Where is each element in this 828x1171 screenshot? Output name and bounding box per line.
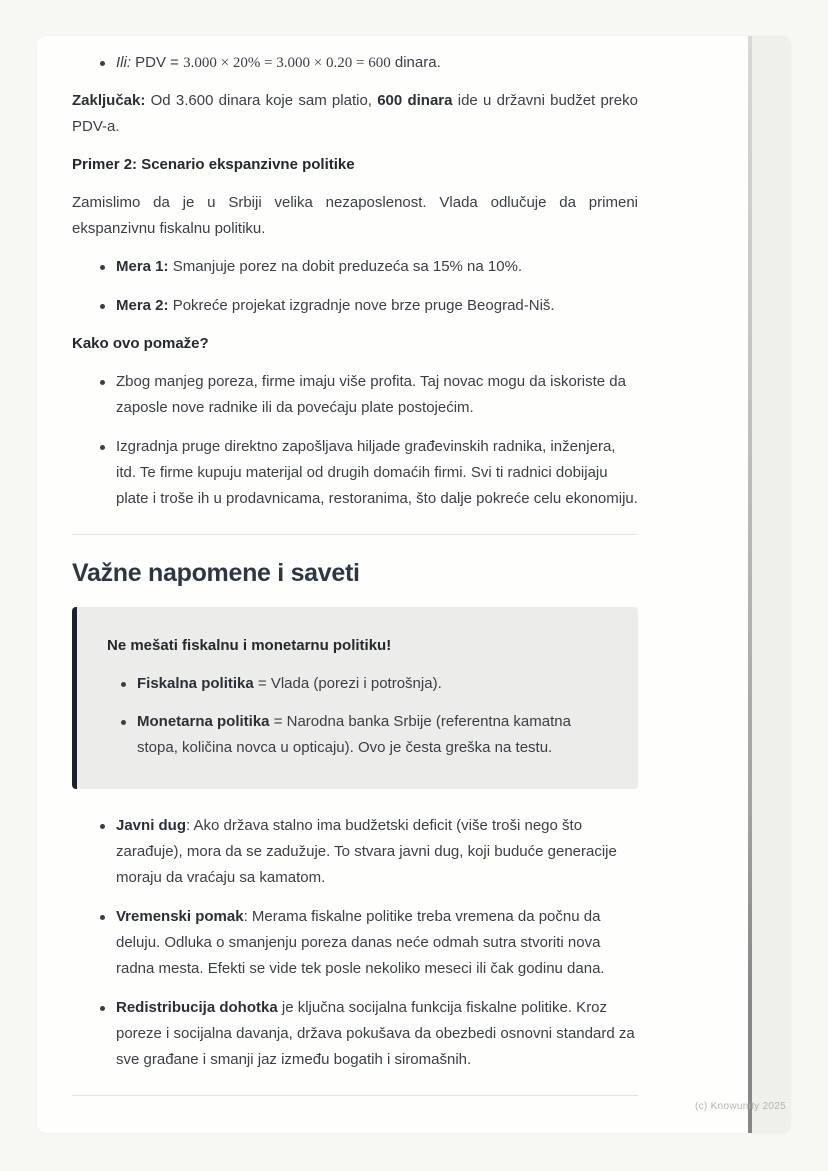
list-item-redistribucija: Redistribucija dohotka je ključna socijalna funkcija fiskalne politike. Kroz poreze i socijalna davanja, država pokušava da obezbedi osnovni standard za sve građane i smanji jaz između bogatih i siromašnih. [116,995,638,1073]
list-item-mera-1: Mera 1: Smanjuje porez na dobit preduzeća sa 15% na 10%. [116,254,638,280]
redistribucija-term: Redistribucija dohotka [116,999,278,1016]
paragraph-zamislimo: Zamislimo da je u Srbiji velika nezaposlenost. Vlada odlučuje da primeni ekspanzivnu fiskalnu politiku. [72,194,638,237]
document-content [72,38,638,1096]
fiskalna-politika-term: Fiskalna politika [137,675,254,692]
list-item-pdv-formula [116,50,638,76]
pdv-formula-pre: PDV = [131,54,184,71]
list-item-monetarna-politika: Monetarna politika = Narodna banka Srbije (referentna kamatna stopa, količina novca u opticaju). Ovo je česta greška na testu. [137,709,610,761]
list-item-javni-dug: Javni dug: Ako država stalno ima budžetski deficit (više troši nego što zarađuje), mora da se zadužuje. To stvara javni dug, koji buduće generacije moraju da vraćaju sa kamatom. [116,813,638,891]
page-edge-strip [752,36,791,1133]
pomaze-list [72,369,638,512]
zakljucak-label: Zaključak: [72,92,146,109]
pdv-formula-post: dinara. [390,54,441,71]
mere-list [72,254,638,319]
list-item-zbog-poreza: Zbog manjeg poreza, firme imaju više profita. Taj novac mogu da iskoriste da zaposle nove radnike ili da povećaju plate postojećim. [116,369,638,421]
paragraph-zakljucak: Zaključak: Od 3.600 dinara koje sam platio, 600 dinara ide u državni budžet preko PDV-a. [72,92,638,135]
heading-kako-ovo-pomaze: Kako ovo pomaže? [72,335,209,352]
mera-1-label: Mera 1: [116,258,169,275]
knowunity-watermark: (c) Knowunity 2025 [694,1101,786,1112]
callout-list [107,671,610,761]
monetarna-politika-term: Monetarna politika [137,713,270,730]
document-page [37,36,791,1133]
section-divider-bottom [72,1095,638,1096]
napomene-list [72,813,638,1073]
pdv-formula-math: 3.000 × 20% = 3.000 × 0.20 = 600 [183,55,391,71]
list-item-izgradnja-pruge: Izgradnja pruge direktno zapošljava hiljade građevinskih radnika, inženjera, itd. Te firme kupuju materijal od drugih domaćih firmi. Svi ti radnici dobijaju plate i troše ih u prodavnicama, restoranima, što dalje pokreće celu ekonomiju. [116,434,638,512]
mera-2-label: Mera 2: [116,297,169,314]
callout-box [72,607,638,789]
javni-dug-term: Javni dug [116,817,187,834]
section-heading-vazne-napomene: Važne napomene i saveti [72,559,360,587]
section-divider-top [72,534,638,535]
heading-primer-2: Primer 2: Scenario ekspanzivne politike [72,156,355,173]
list-item-fiskalna-politika: Fiskalna politika = Vlada (porezi i potrošnja). [137,671,610,697]
zakljucak-amount: 600 dinara [377,92,453,109]
list-item-mera-2: Mera 2: Pokreće projekat izgradnje nove brze pruge Beograd-Niš. [116,293,638,319]
callout-title: Ne mešati fiskalnu i monetarnu politiku! [107,637,392,654]
ili-label: Ili: [116,54,131,71]
pdv-calculation-list [72,50,638,76]
list-item-vremenski-pomak: Vremenski pomak: Merama fiskalne politike treba vremena da počnu da deluju. Odluka o smanjenju poreza danas neće odmah sutra stvoriti nova radna mesta. Efekti se vide tek posle nekoliko meseci ili čak godinu dana. [116,904,638,982]
vremenski-pomak-term: Vremenski pomak [116,908,244,925]
